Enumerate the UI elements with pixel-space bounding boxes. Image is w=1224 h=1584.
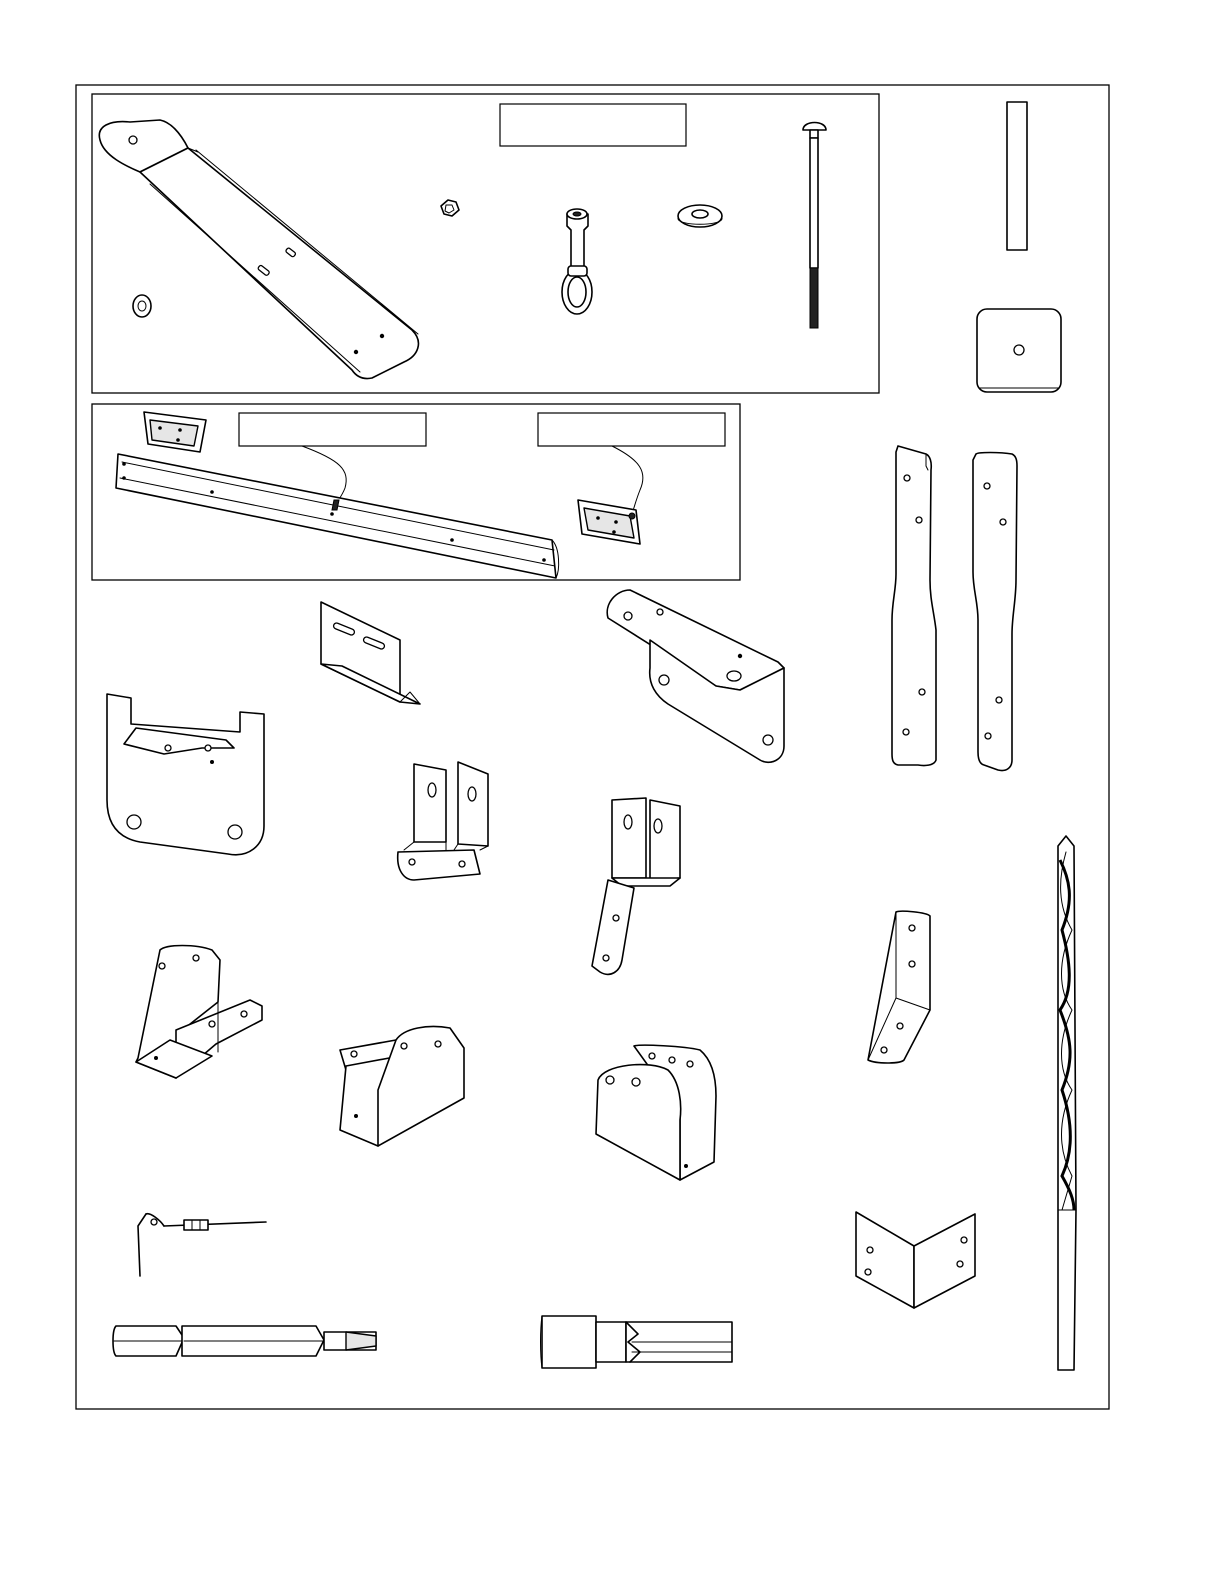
rail-clip-icon <box>578 500 640 544</box>
rail-label-right-box <box>538 413 725 446</box>
square-plate-icon <box>977 309 1061 392</box>
hardware-kit-frame <box>92 94 879 393</box>
rail-panel <box>92 404 740 580</box>
carriage-bolt-icon <box>803 123 826 329</box>
strap-right-icon <box>973 453 1017 771</box>
saddle-right-icon <box>596 1045 716 1180</box>
offset-tab-bracket-icon <box>592 798 680 974</box>
ring-pin-icon <box>562 209 592 314</box>
u-plate-icon <box>107 694 264 855</box>
slotted-angle-icon <box>321 602 420 704</box>
strap-left-icon <box>892 446 936 765</box>
drill-bit-icon <box>1058 836 1076 1370</box>
strip-bar-icon <box>1007 102 1027 250</box>
hex-nut-icon <box>441 200 459 216</box>
rail-clip-small-icon <box>144 412 206 452</box>
wire-tool-icon <box>138 1214 266 1276</box>
channel-arm-icon <box>99 120 418 379</box>
bent-strap-icon <box>868 911 930 1063</box>
rail-label-left-box <box>239 413 426 446</box>
saddle-left-icon <box>136 946 262 1079</box>
nut-driver-icon <box>541 1316 733 1368</box>
saddle-center-icon <box>340 1027 464 1147</box>
long-rail-icon <box>116 454 559 578</box>
flat-washer-icon <box>678 205 722 227</box>
corner-angle-icon <box>856 1212 975 1308</box>
twin-tab-bracket-icon <box>398 762 488 880</box>
lock-washer-icon <box>133 295 151 317</box>
hardware-kit-label-box <box>500 104 686 146</box>
driver-bit-icon <box>113 1326 376 1356</box>
l-bracket-large-icon <box>607 590 784 762</box>
hardware-kit-panel <box>92 94 879 393</box>
